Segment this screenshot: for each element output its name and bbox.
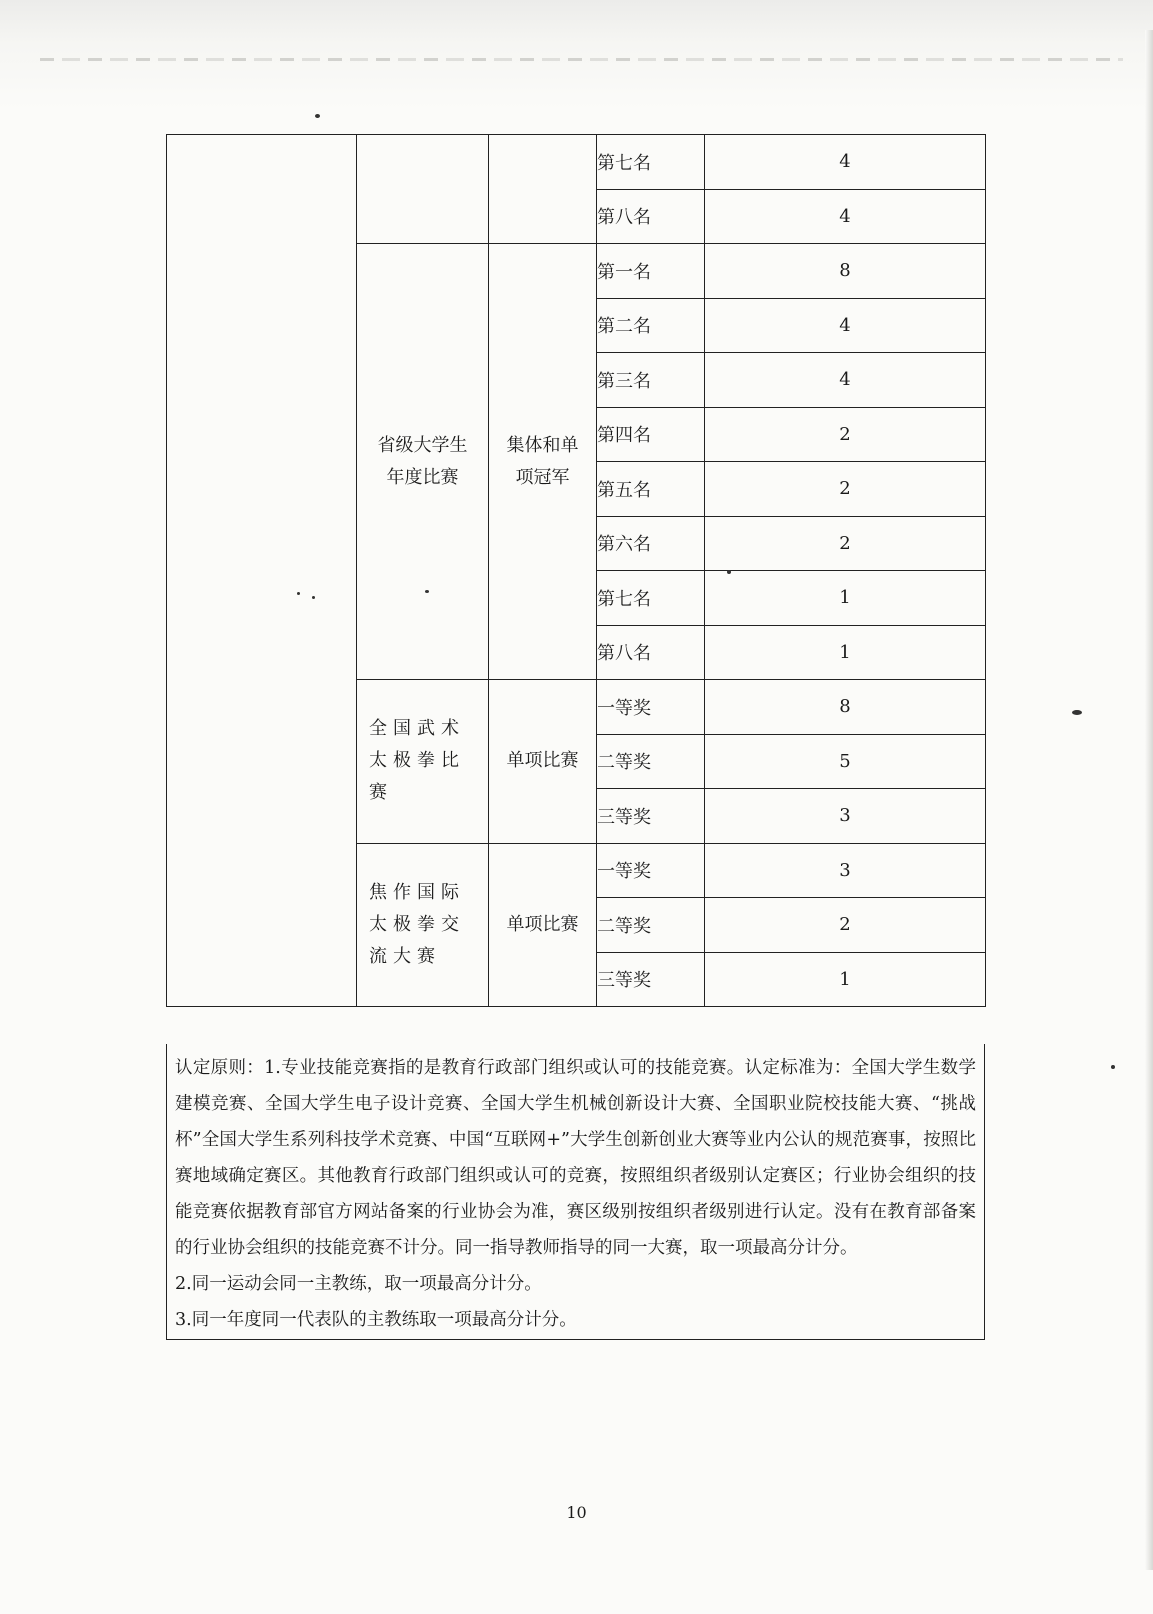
- scan-speck: [425, 590, 429, 593]
- type-cell: 单项比赛: [489, 680, 597, 844]
- type-cell-blank: [489, 135, 597, 244]
- rank-cell: 第一名: [597, 244, 705, 299]
- type-cell: 单项比赛: [489, 843, 597, 1007]
- rank-cell: 三等奖: [597, 952, 705, 1007]
- type-name: 集体和单项冠军: [506, 434, 579, 488]
- rank-cell: 二等奖: [597, 734, 705, 789]
- rank-cell: 第七名: [597, 571, 705, 626]
- scan-speck: [1111, 1065, 1115, 1069]
- notes-box: [166, 1044, 985, 1340]
- rank-cell: 第七名: [597, 135, 705, 190]
- rank-cell: 第二名: [597, 298, 705, 353]
- event-cell: [357, 680, 489, 844]
- score-cell: 2: [705, 898, 986, 953]
- rank-cell: 第五名: [597, 462, 705, 517]
- score-cell: 4: [705, 353, 986, 408]
- event-cell: [357, 244, 489, 680]
- rank-cell: 二等奖: [597, 898, 705, 953]
- score-cell: 1: [705, 571, 986, 626]
- type-cell: [489, 244, 597, 680]
- score-cell: 1: [705, 952, 986, 1007]
- score-cell: 3: [705, 843, 986, 898]
- event-name: 省级大学生年度比赛: [377, 434, 468, 488]
- score-cell: 8: [705, 680, 986, 735]
- event-name: 焦作国际太极拳交流大赛: [369, 881, 465, 967]
- scan-top-shadow: [0, 0, 1153, 110]
- score-cell: 4: [705, 298, 986, 353]
- note-paragraph-3: 3.同一年度同一代表队的主教练取一项最高分计分。: [175, 1310, 577, 1330]
- rank-cell: 第八名: [597, 189, 705, 244]
- event-name: 全国武术太极拳比赛: [369, 718, 465, 804]
- score-cell: 2: [705, 516, 986, 571]
- rank-cell: 第八名: [597, 625, 705, 680]
- note-paragraph-2: 2.同一运动会同一主教练，取一项最高分计分。: [175, 1274, 542, 1294]
- score-cell: 3: [705, 789, 986, 844]
- scan-speck: [1072, 710, 1082, 715]
- scan-speck: [727, 570, 731, 574]
- rank-cell: 一等奖: [597, 843, 705, 898]
- note-paragraph-1: 认定原则：1.专业技能竞赛指的是教育行政部门组织或认可的技能竞赛。认定标准为：全国大学生数学建模竞赛、全国大学生电子设计竞赛、全国大学生机械创新设计大赛、全国职业院校技能大赛、“挑战杯”全国大学生系列科技学术竞赛、中国“互联网+”大学生创新创业大赛等业内公认的规范赛事，按照比赛地域确定赛区。其他教育行政部门组织或认可的竞赛，按照组织者级别认定赛区；行业协会组织的技能竞赛依据教育部官方网站备案的行业协会为准，赛区级别按组织者级别进行认定。没有在教育部备案的行业协会组织的技能竞赛不计分。同一指导教师指导的同一大赛，取一项最高分计分。: [175, 1058, 976, 1258]
- score-cell: 8: [705, 244, 986, 299]
- score-cell: 4: [705, 189, 986, 244]
- table-row: [167, 135, 986, 190]
- score-cell: 5: [705, 734, 986, 789]
- rank-cell: 一等奖: [597, 680, 705, 735]
- event-cell: [357, 843, 489, 1007]
- scan-right-edge: [1145, 30, 1153, 1570]
- page-number: 10: [566, 1503, 587, 1522]
- rank-cell: 第三名: [597, 353, 705, 408]
- scan-speck: [297, 592, 300, 595]
- rank-cell: 第六名: [597, 516, 705, 571]
- score-cell: 4: [705, 135, 986, 190]
- scan-speck: [315, 114, 320, 118]
- rank-cell: 第四名: [597, 407, 705, 462]
- score-table: [166, 134, 986, 1007]
- category-cell-blank: [167, 135, 357, 1007]
- event-cell-blank: [357, 135, 489, 244]
- score-cell: 2: [705, 462, 986, 517]
- score-cell: 1: [705, 625, 986, 680]
- scan-speck: [312, 596, 315, 599]
- rank-cell: 三等奖: [597, 789, 705, 844]
- score-cell: 2: [705, 407, 986, 462]
- scan-streak: [40, 58, 1123, 61]
